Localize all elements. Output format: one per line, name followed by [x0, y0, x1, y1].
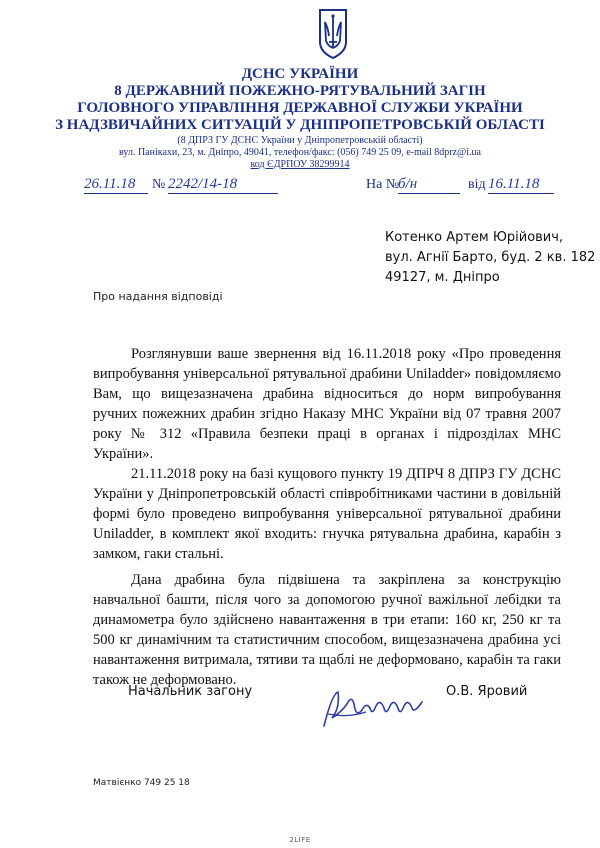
org-line-1: 8 ДЕРЖАВНИЙ ПОЖЕЖНО-РЯТУВАЛЬНИЙ ЗАГІН — [114, 83, 486, 99]
reference-number: б/н — [398, 176, 460, 194]
reference-label: На № — [366, 177, 400, 192]
signatory-name: О.В. Яровий — [446, 684, 528, 699]
outgoing-date: 26.11.18 — [84, 176, 148, 194]
letter-subject: Про надання відповіді — [93, 290, 223, 303]
reference-date-label: від — [468, 177, 486, 192]
org-abbr: (8 ДПРЗ ГУ ДСНС України у Дніпропетровській області) — [177, 135, 423, 146]
body-paragraph-1: Розглянувши ваше звернення від 16.11.2018 року «Про проведення випробування універсальної рятувальної драбини Uniladder» повідомляємо Вам, що вищезазначена драбина відноситься до норм випробування ручних пожежних драбин згідно Наказу МНС України від 07 травня 2007 року № 312 «Правила безпеки праці в органах і підрозділах МНС України». — [93, 346, 561, 462]
recipient-city: 49127, м. Дніпро — [385, 270, 500, 285]
org-edrpou — [0, 159, 600, 171]
reference-date: 16.11.18 — [488, 176, 554, 194]
outgoing-number-label: № — [152, 177, 166, 192]
handwritten-signature-icon — [318, 688, 428, 732]
org-short: ДСНС УКРАЇНИ — [241, 66, 359, 82]
body-paragraph-2: 21.11.2018 року на базі кущового пункту 19 ДПРЧ 8 ДПРЗ ГУ ДСНС України у Дніпропетровській області співробітниками частини в довільній формі було проведено випробування універсальної рятувальної драбини Uniladder, в комплект якої входить: гнучка рятувальна драбина, карабін з замком, гаки стальні. — [93, 466, 561, 562]
registration-row — [84, 176, 554, 198]
edrpou-code: код ЄДРПОУ 38299914 — [250, 159, 350, 170]
letter-body — [93, 344, 561, 690]
org-line-2: ГОЛОВНОГО УПРАВЛІННЯ ДЕРЖАВНОЇ СЛУЖБИ УКРАЇНИ — [77, 100, 523, 116]
executor-note: Матвієнко 749 25 18 — [93, 778, 190, 788]
org-line-3: З НАДЗВИЧАЙНИХ СИТУАЦІЙ У ДНІПРОПЕТРОВСЬКІЙ ОБЛАСТІ — [55, 117, 545, 133]
outgoing-number: 2242/14-18 — [168, 176, 278, 194]
trident-emblem-icon — [317, 8, 349, 60]
recipient-street: вул. Агнії Барто, буд. 2 кв. 182 — [385, 250, 596, 265]
recipient-block — [385, 228, 595, 288]
footer-mark: 2LIFE — [289, 836, 311, 844]
org-address: вул. Панікахи, 23, м. Дніпро, 49041, телефон/факс: (056) 749 25 09, e-mail 8dprz@i.ua — [119, 147, 481, 158]
body-paragraph-3: Дана драбина була підвішена та закріплена за конструкцію навчальної башти, після чого за допомогою ручної важільної лебідки та динамометра було здійснено навантаження в три етапи: 160 кг, 250 кг та 500 кг динамічним та статистичним способом, вищезазначена драбина усі навантаження витримала, тятиви та щаблі не деформовано, карабін та гаки також не деформовано. — [93, 572, 561, 688]
signatory-title: Начальник загону — [128, 684, 253, 699]
recipient-name: Котенко Артем Юрійович, — [385, 230, 564, 245]
